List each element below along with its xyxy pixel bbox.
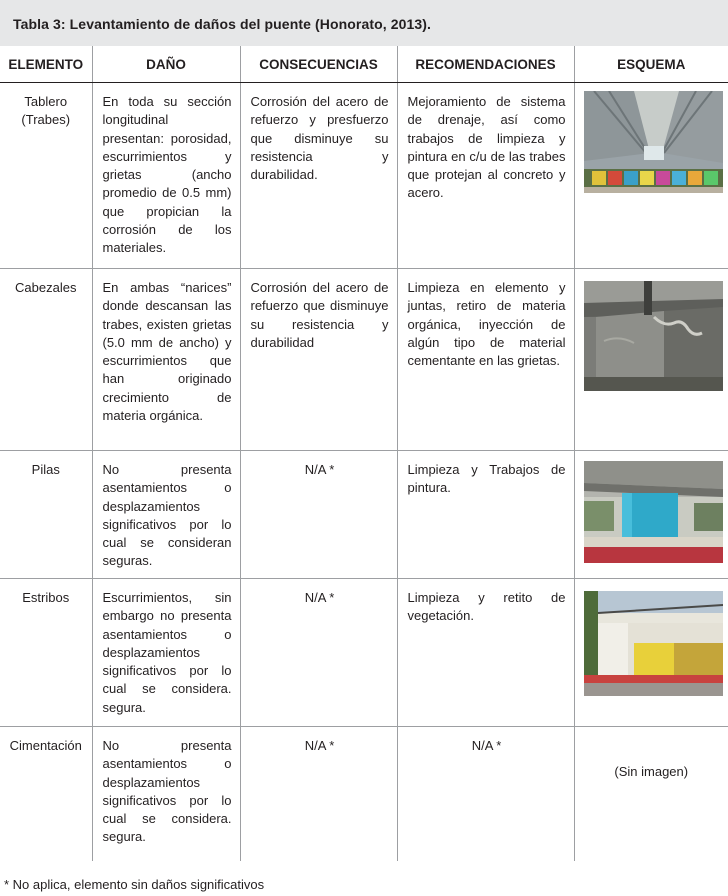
table-caption: Tabla 3: Levantamiento de daños del puente (Honorato, 2013). <box>0 0 728 46</box>
cell-elemento: Cabezales <box>0 269 92 451</box>
cell-dano: En toda su sección longitudinal presentan: porosidad, escurrimientos y grietas (ancho promedio de 0.5 mm) que propician la corrosión de los materiales. <box>92 83 240 269</box>
cell-recomendaciones: N/A * <box>397 727 574 861</box>
cell-consecuencias: N/A * <box>240 579 397 727</box>
table-row <box>0 269 728 451</box>
cell-elemento: Pilas <box>0 451 92 579</box>
cell-esquema <box>574 451 728 579</box>
header-elemento: ELEMENTO <box>0 46 92 83</box>
footnote: * No aplica, elemento sin daños significativos <box>4 877 265 892</box>
damage-survey-table <box>0 46 728 861</box>
cell-esquema <box>574 579 728 727</box>
cell-recomendaciones: Limpieza y retito de vegetación. <box>397 579 574 727</box>
cell-esquema <box>574 269 728 451</box>
cell-dano: En ambas “narices” donde descansan las trabes, existen grietas (5.0 mm de ancho) y escurrimientos que han originado crecimiento de materia orgánica. <box>92 269 240 451</box>
cell-recomendaciones: Mejoramiento de sistema de drenaje, así como trabajos de limpieza y pintura en c/u de las trabes que protejan al concreto y acero. <box>397 83 574 269</box>
abutment-photo <box>584 591 723 696</box>
cell-recomendaciones: Limpieza en elemento y juntas, retiro de materia orgánica, inyección de algún tipo de material cementante en las grietas. <box>397 269 574 451</box>
pier-cap-photo <box>584 281 723 391</box>
cell-esquema <box>574 727 728 861</box>
cell-recomendaciones: Limpieza y Trabajos de pintura. <box>397 451 574 579</box>
cell-consecuencias: N/A * <box>240 727 397 861</box>
cell-dano: Escurrimientos, sin embargo no presenta asentamientos o desplazamientos significativos por lo cual se considera. segura. <box>92 579 240 727</box>
cell-dano: No presenta asentamientos o desplazamientos significativos por lo cual se considera. segura. <box>92 727 240 861</box>
cell-consecuencias: Corrosión del acero de refuerzo que disminuye su resistencia y durabilidad <box>240 269 397 451</box>
header-recomendaciones: RECOMENDACIONES <box>397 46 574 83</box>
pier-column-photo <box>584 461 723 563</box>
cell-elemento: Tablero (Trabes) <box>0 83 92 269</box>
cell-elemento: Estribos <box>0 579 92 727</box>
no-image-text: (Sin imagen) <box>614 764 689 779</box>
table-row <box>0 451 728 579</box>
cell-consecuencias: Corrosión del acero de refuerzo y presfuerzo que disminuye su resistencia y durabilidad. <box>240 83 397 269</box>
cell-esquema <box>574 83 728 269</box>
cell-elemento: Cimentación <box>9 738 82 753</box>
table-row <box>0 83 728 269</box>
header-consecuencias: CONSECUENCIAS <box>240 46 397 83</box>
table-row <box>0 579 728 727</box>
header-esquema: ESQUEMA <box>574 46 728 83</box>
header-dano: DAÑO <box>92 46 240 83</box>
table-row <box>0 727 728 861</box>
cell-dano: No presenta asentamientos o desplazamientos significativos por lo cual se consideran seguras. <box>92 451 240 579</box>
cell-consecuencias: N/A * <box>240 451 397 579</box>
header-row <box>0 46 728 83</box>
bridge-deck-photo <box>584 91 723 193</box>
